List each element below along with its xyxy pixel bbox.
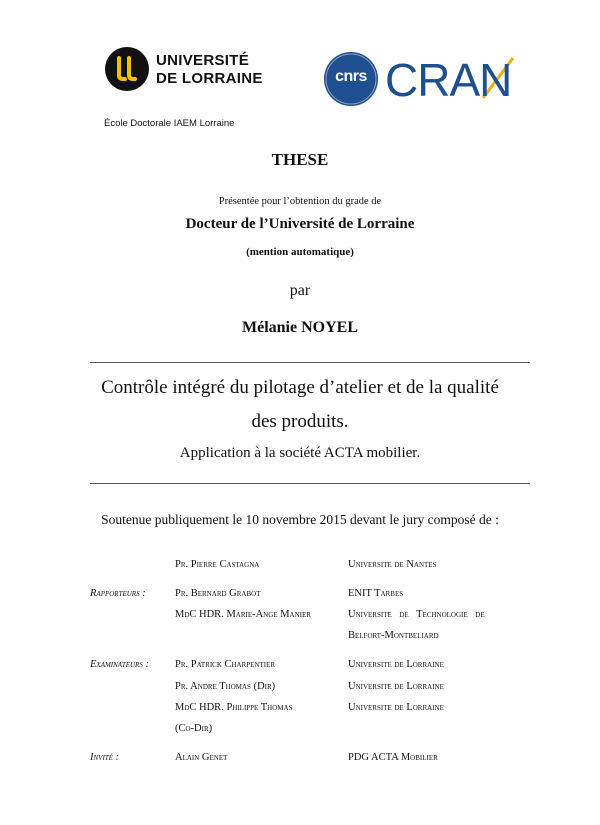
defense-statement: Soutenue publiquement le 10 novembre 2015 devant le jury composé de : <box>101 512 499 527</box>
bottom-divider <box>90 483 530 484</box>
doctoral-school: École Doctorale IAEM Lorraine <box>104 118 235 129</box>
jury-chair-affiliation: Universite de Nantes <box>348 559 437 570</box>
universite-lorraine-emblem-icon <box>104 46 150 92</box>
invite-name: Alain Genet <box>175 752 228 763</box>
examinateur-3-name-line2: (Co-Dir) <box>175 723 213 734</box>
university-name-line2: DE LORRAINE <box>156 70 263 87</box>
examinateur-2-affiliation: Universite de Lorraine <box>348 681 444 692</box>
cnrs-logo <box>322 50 380 108</box>
examinateur-3-affiliation: Universite de Lorraine <box>348 702 444 713</box>
rapporteur-2-affiliation-line1: Universite de Technologie de <box>348 609 485 620</box>
author: Mélanie NOYEL <box>242 319 358 336</box>
invite-label: Invité : <box>90 752 120 763</box>
thesis-title-line2: des produits. <box>251 411 349 432</box>
examinateur-1-name: Pr. Patrick Charpentier <box>175 659 276 670</box>
examinateur-2-name: Pr. Andre Thomas (Dir) <box>175 681 276 692</box>
rapporteur-2-name: MdC HDR. Marie-Ange Manier <box>175 609 311 620</box>
thesis-subtitle: Application à la société ACTA mobilier. <box>179 445 421 461</box>
presented-for: Présentée pour l’obtention du grade de <box>218 196 382 207</box>
par: par <box>289 282 311 299</box>
thesis-title-line1: Contrôle intégré du pilotage d’atelier et de la qualité <box>101 377 499 398</box>
thesis-label: THESE <box>271 150 329 169</box>
examinateur-3-name-line1: MdC HDR. Philippe Thomas <box>175 702 293 713</box>
examinateurs-label: Examinateurs : <box>90 659 149 670</box>
degree: Docteur de l’Université de Lorraine <box>185 216 415 232</box>
top-divider <box>90 362 530 363</box>
rapporteur-1-name: Pr. Bernard Grabot <box>175 588 261 599</box>
cnrs-label: cnrs <box>335 68 367 85</box>
rapporteur-1-affiliation: ENIT Tarbes <box>348 588 404 599</box>
mention: (mention automatique) <box>246 246 354 258</box>
rapporteur-2-affiliation-line2: Belfort-Montbeliard <box>348 630 439 641</box>
invite-affiliation: PDG ACTA Mobilier <box>348 752 438 763</box>
examinateur-1-affiliation: Universite de Lorraine <box>348 659 444 670</box>
university-name-line1: UNIVERSITÉ <box>156 52 250 69</box>
jury-chair-name: Pr. Pierre Castagna <box>175 559 260 570</box>
cran-label: CRAN <box>385 54 512 106</box>
cran-logo <box>383 52 523 108</box>
rapporteurs-label: Rapporteurs : <box>90 588 146 599</box>
universite-lorraine-logo <box>104 46 263 92</box>
